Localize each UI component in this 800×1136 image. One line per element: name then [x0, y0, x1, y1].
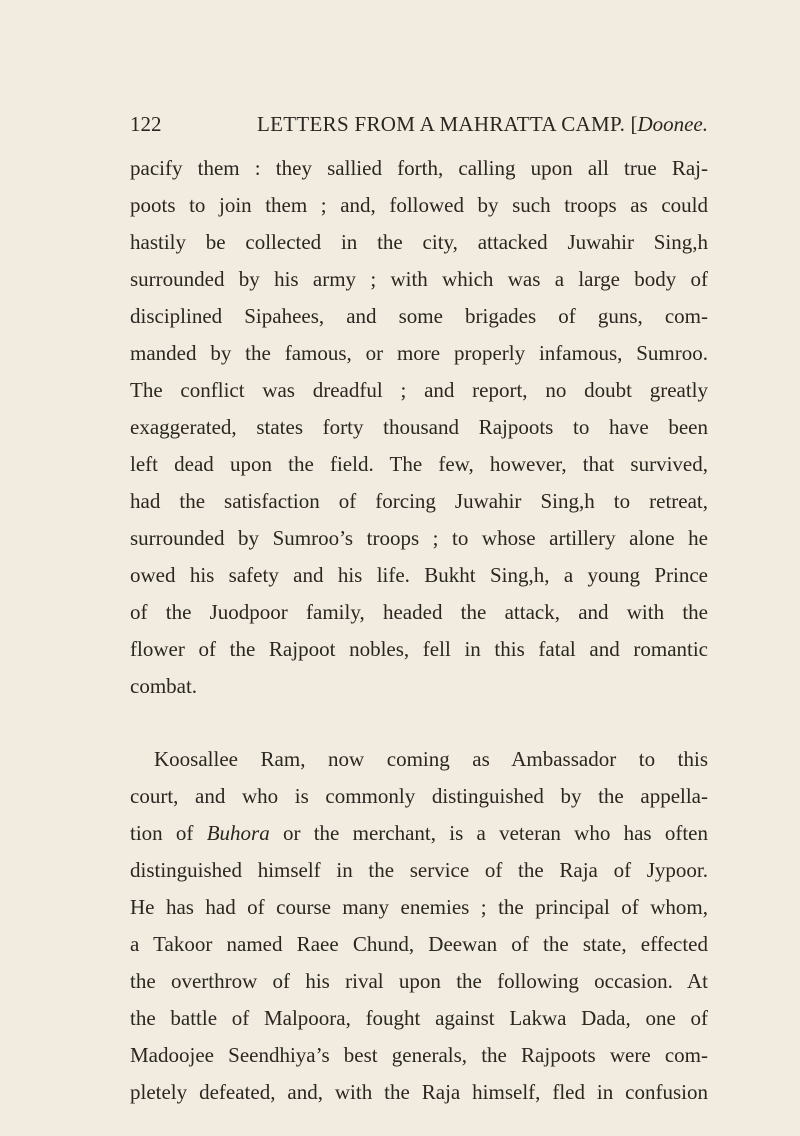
page-body	[130, 150, 708, 1111]
running-title: LETTERS FROM A MAHRATTA CAMP.	[257, 112, 626, 136]
text-line: had the satisfaction of forcing Juwahir Sing,h to retreat,	[130, 489, 708, 513]
text-line: flower of the Rajpoot nobles, fell in this fatal and romantic	[130, 637, 708, 661]
text-line: of the Juodpoor family, headed the attack, and with the	[130, 600, 708, 624]
section-label	[630, 110, 708, 138]
text-line	[130, 815, 708, 852]
text-line: He has had of course many enemies ; the principal of whom,	[130, 895, 708, 919]
text-span: tion of	[130, 821, 207, 845]
text-line: a Takoor named Raee Chund, Deewan of the state, effected	[130, 932, 708, 956]
text-line: surrounded by Sumroo’s troops ; to whose artillery alone he	[130, 526, 708, 550]
paragraph-gap	[130, 705, 708, 741]
text-line: the battle of Malpoora, fought against Lakwa Dada, one of	[130, 1006, 708, 1030]
text-span: or the merchant, is a veteran who has often	[269, 821, 708, 845]
italic-term-buhora: Buhora	[206, 821, 270, 845]
paragraph-1	[130, 150, 708, 705]
text-line: Koosallee Ram, now coming as Ambassador to this	[154, 747, 708, 771]
text-line: manded by the famous, or more properly infamous, Sumroo.	[130, 341, 708, 365]
text-line: left dead upon the field. The few, however, that survived,	[130, 452, 708, 476]
paragraph-2	[130, 741, 708, 1111]
text-line: combat.	[130, 674, 198, 698]
running-head	[130, 110, 708, 138]
text-line: the overthrow of his rival upon the following occasion. At	[130, 969, 708, 993]
text-line: pacify them : they sallied forth, calling upon all true Raj-	[130, 156, 708, 180]
section-name: Doonee.	[637, 112, 708, 136]
page-number: 122	[130, 112, 162, 136]
text-line: pletely defeated, and, with the Raja himself, fled in confusion	[130, 1080, 708, 1104]
text-line: hastily be collected in the city, attacked Juwahir Sing,h	[130, 230, 708, 254]
text-line: exaggerated, states forty thousand Rajpoots to have been	[130, 415, 708, 439]
text-line: distinguished himself in the service of the Raja of Jypoor.	[130, 858, 708, 882]
section-bracket: [	[630, 112, 638, 136]
text-line: court, and who is commonly distinguished by the appella-	[130, 784, 708, 808]
text-line: poots to join them ; and, followed by such troops as could	[130, 193, 708, 217]
text-line: surrounded by his army ; with which was a large body of	[130, 267, 708, 291]
text-line: disciplined Sipahees, and some brigades of guns, com-	[130, 304, 708, 328]
text-line: Madoojee Seendhiya’s best generals, the Rajpoots were com-	[130, 1043, 708, 1067]
text-line: owed his safety and his life. Bukht Sing,h, a young Prince	[130, 563, 708, 587]
text-line: The conflict was dreadful ; and report, no doubt greatly	[130, 378, 708, 402]
